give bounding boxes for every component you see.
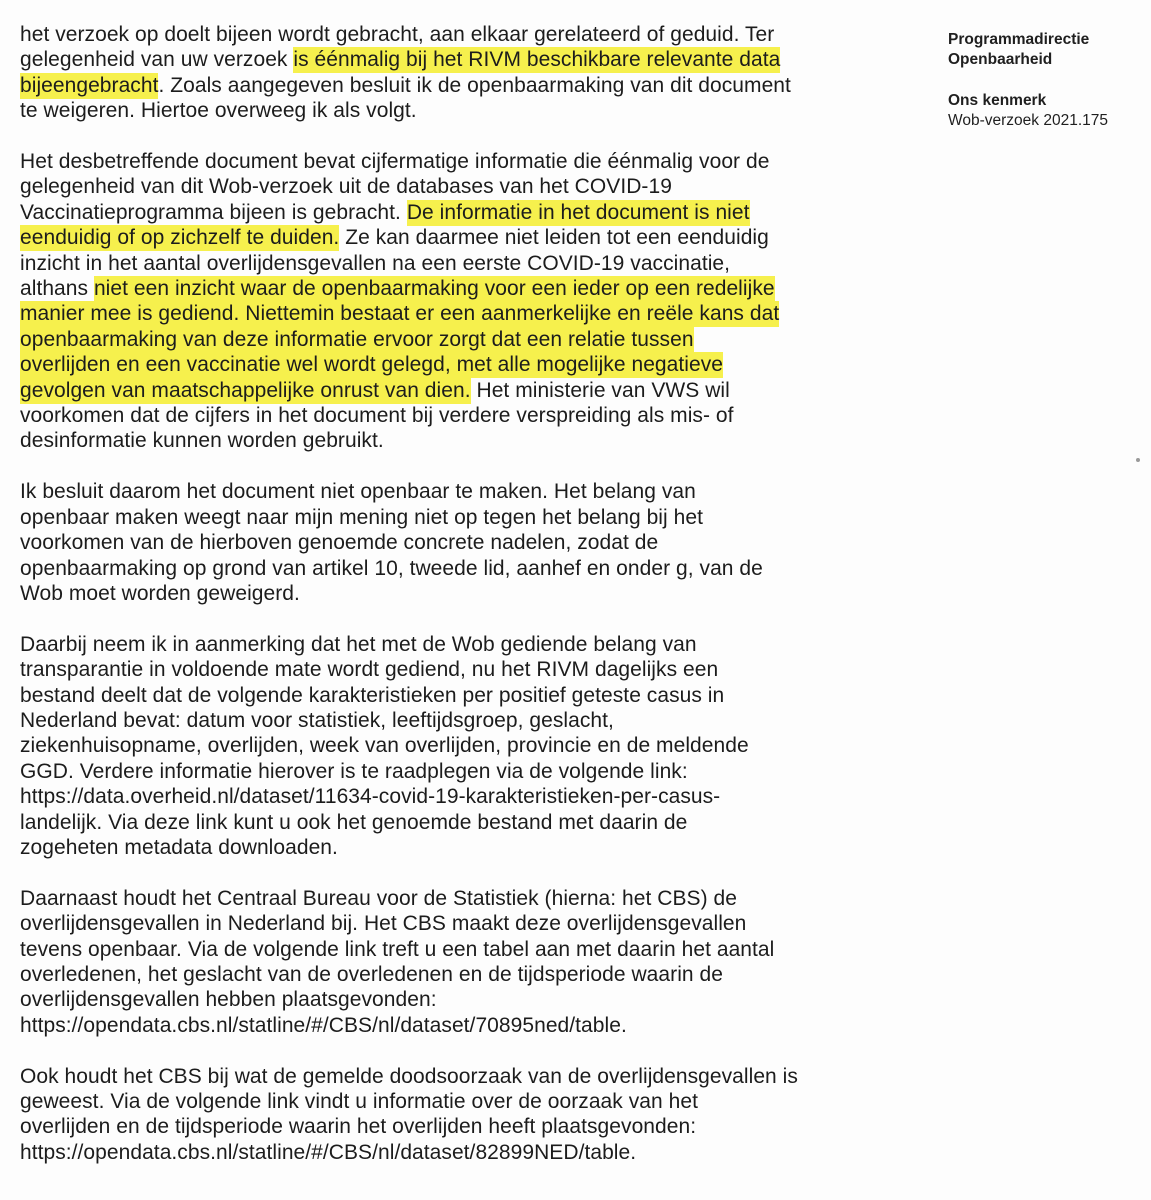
text-line [20,1089,920,1114]
text-segment: inzicht in het aantal overlijdensgevallen na een eerste COVID-19 vaccinatie, [20,251,731,275]
text-line [20,301,920,326]
text-segment: gelegenheid van dit Wob-verzoek uit de databases van het COVID-19 [20,175,672,199]
highlighted-text: bijeengebracht [20,73,159,97]
text-line [20,1140,920,1165]
scan-speck [1136,458,1140,462]
text-segment: zogeheten metadata downloaden. [20,835,338,859]
reference-value: Wob-verzoek 2021.175 [948,112,1108,129]
text-line [20,428,920,453]
text-line [20,759,920,784]
text-line [20,581,920,606]
text-segment: voorkomen van de hierboven genoemde concrete nadelen, zodat de [20,531,659,555]
text-segment: gelegenheid van uw verzoek [20,48,294,72]
reference-label: Ons kenmerk [948,92,1047,109]
text-line [20,225,920,250]
paragraph-6 [20,1064,920,1166]
paragraph-1 [20,22,920,124]
text-segment: Wob moet worden geweigerd. [20,581,300,605]
letter-sidebar [948,30,1148,131]
highlighted-text: is éénmalig bij het RIVM beschikbare relevante data [293,48,781,72]
text-segment: overlijdensgevallen hebben plaatsgevonden: [20,988,437,1012]
letter-body [20,22,920,1191]
text-line [20,276,920,301]
text-line [20,810,920,835]
directorate-name-line2: Openbaarheid [948,51,1053,68]
text-segment: Ze kan daarmee niet leiden tot een eenduidig [339,226,769,250]
paragraph-5 [20,886,920,1038]
text-segment: desinformatie kunnen worden gebruikt. [20,429,384,453]
text-segment: https://opendata.cbs.nl/statline/#/CBS/nl/dataset/70895ned/table. [20,1013,627,1037]
paragraph-2 [20,149,920,454]
text-line [20,886,920,911]
highlighted-text: overlijden en een vaccinatie wel wordt gelegd, met alle mogelijke negatieve [20,353,723,377]
text-segment: overlijdensgevallen in Nederland bij. Het CBS maakt deze overlijdensgevallen [20,912,747,936]
text-line [20,556,920,581]
text-segment: . Zoals aangegeven besluit ik de openbaarmaking van dit document [158,73,791,97]
text-line [20,1013,920,1038]
highlighted-text: openbaarmaking van deze informatie ervoor zorgt dat een relatie tussen [20,327,694,351]
highlighted-text: eenduidig of op zichzelf te duiden. [20,226,340,250]
text-segment: landelijk. Via deze link kunt u ook het genoemde bestand met daarin de [20,810,688,834]
text-segment: transparantie in voldoende mate wordt gediend, nu het RIVM dagelijks een [20,658,719,682]
text-line [20,505,920,530]
text-segment: bestand deelt dat de volgende karakteristieken per positief geteste casus in [20,683,725,707]
highlighted-text: gevolgen van maatschappelijke onrust van dien. [20,378,471,402]
text-line [20,479,920,504]
directorate-name-line1: Programmadirectie [948,31,1090,48]
text-segment: tevens openbaar. Via de volgende link treft u een tabel aan met daarin het aantal [20,937,775,961]
text-line [20,987,920,1012]
text-line [20,937,920,962]
text-line [20,1114,920,1139]
text-line [20,784,920,809]
text-segment: Het ministerie van VWS wil [470,378,730,402]
text-segment: Daarbij neem ik in aanmerking dat het met de Wob gediende belang van [20,632,697,656]
text-line [20,327,920,352]
text-line [20,98,920,123]
text-segment: Nederland bevat: datum voor statistiek, leeftijdsgroep, geslacht, [20,708,614,732]
paragraph-3 [20,479,920,606]
highlighted-text: Niettemin bestaat er een aanmerkelijke en reële kans dat [239,302,780,326]
text-line [20,174,920,199]
text-segment: althans [20,277,94,301]
text-segment: geweest. Via de volgende link vindt u informatie over de oorzaak van het [20,1089,698,1113]
text-line [20,1064,920,1089]
text-segment: https://data.overheid.nl/dataset/11634-covid-19-karakteristieken-per-casus- [20,785,721,809]
text-line [20,251,920,276]
text-segment: het verzoek op doelt bijeen wordt gebracht, aan elkaar gerelateerd of geduid. Ter [20,23,775,46]
text-line [20,683,920,708]
highlighted-text: manier mee is gediend. [20,302,240,326]
text-line [20,403,920,428]
text-segment: Vaccinatieprogramma bijeen is gebracht. [20,200,407,224]
text-segment: ziekenhuisopname, overlijden, week van overlijden, provincie en de meldende [20,734,749,758]
text-line [20,73,920,98]
text-segment: https://opendata.cbs.nl/statline/#/CBS/nl/dataset/82899NED/table. [20,1140,637,1164]
text-line [20,378,920,403]
text-segment: openbaar maken weegt naar mijn mening niet op tegen het belang bij het [20,505,703,529]
paragraph-4 [20,632,920,861]
text-segment: Ik besluit daarom het document niet openbaar te maken. Het belang van [20,480,696,504]
text-segment: voorkomen dat de cijfers in het document bij verdere verspreiding als mis- of [20,404,734,428]
text-segment: openbaarmaking op grond van artikel 10, tweede lid, aanhef en onder g, van de [20,556,763,580]
text-line [20,200,920,225]
text-line [20,47,920,72]
text-segment: Ook houdt het CBS bij wat de gemelde doodsoorzaak van de overlijdensgevallen is [20,1064,798,1088]
text-line [20,632,920,657]
text-line [20,149,920,174]
text-line [20,835,920,860]
text-segment: GGD. Verdere informatie hierover is te raadplegen via de volgende link: [20,759,688,783]
text-line [20,657,920,682]
highlighted-text: De informatie in het document is niet [406,200,750,224]
text-line [20,708,920,733]
text-line [20,22,920,47]
highlighted-text: niet een inzicht waar de openbaarmaking voor een ieder op een redelijke [93,277,775,301]
text-line [20,962,920,987]
text-segment: overledenen, het geslacht van de overledenen en de tijdsperiode waarin de [20,962,723,986]
text-line [20,352,920,377]
text-segment: Daarnaast houdt het Centraal Bureau voor de Statistiek (hierna: het CBS) de [20,886,737,910]
text-line [20,911,920,936]
text-segment: Het desbetreffende document bevat cijfermatige informatie die éénmalig voor de [20,150,770,174]
text-line [20,733,920,758]
text-segment: overlijden en de tijdsperiode waarin het overlijden heeft plaatsgevonden: [20,1115,697,1139]
text-segment: te weigeren. Hiertoe overweeg ik als volgt. [20,99,417,123]
text-line [20,530,920,555]
